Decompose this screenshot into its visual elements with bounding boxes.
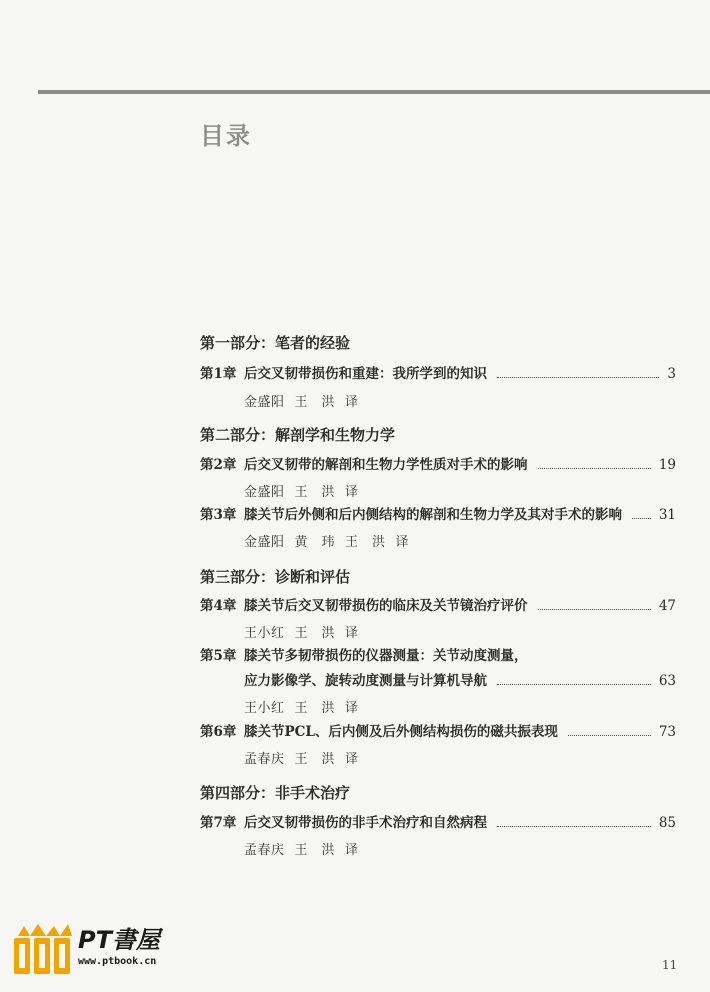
chapter-number: 第4章	[200, 598, 237, 614]
toc-entry-ch6[interactable]	[200, 722, 676, 742]
dot-leader	[497, 377, 659, 378]
dot-leader	[632, 518, 651, 519]
chapter-page: 3	[667, 366, 676, 382]
page-title: 目录	[200, 122, 252, 150]
chapter-number: 第3章	[200, 507, 237, 523]
part-title-1: 第一部分：笔者的经验	[200, 334, 351, 352]
chapter-number: 第7章	[200, 815, 237, 831]
chapter-title: 后交叉韧带损伤的非手术治疗和自然病程	[244, 815, 487, 831]
translators-ch2: 金盛阳 王 洪 译	[244, 485, 359, 500]
toc-entry-ch5[interactable]	[200, 646, 676, 666]
dot-leader	[568, 735, 651, 736]
top-rule	[38, 90, 710, 94]
translators-ch3: 金盛阳 黄 玮 王 洪 译	[244, 535, 410, 550]
chapter-page: 73	[658, 724, 676, 740]
dot-leader	[497, 826, 651, 827]
chapter-page: 47	[658, 598, 676, 614]
toc-entry-ch1[interactable]	[200, 364, 676, 384]
chapter-number: 第1章	[200, 366, 237, 382]
chapter-title: 后交叉韧带损伤和重建：我所学到的知识	[244, 366, 487, 382]
page-number: 11	[662, 958, 678, 972]
chapter-title: 膝关节后交叉韧带损伤的临床及关节镜治疗评价	[244, 598, 528, 614]
part-title-4: 第四部分：非手术治疗	[200, 784, 351, 802]
chapter-page: 19	[658, 457, 676, 473]
translators-ch1: 金盛阳 王 洪 译	[244, 395, 359, 410]
chapter-title: 膝关节PCL、后内侧及后外侧结构损伤的磁共振表现	[244, 724, 558, 740]
toc-entry-ch5-line2[interactable]	[244, 671, 676, 691]
chapter-number: 第2章	[200, 457, 237, 473]
part-title-3: 第三部分：诊断和评估	[200, 568, 351, 586]
chapter-title-continued: 应力影像学、旋转动度测量与计算机导航	[244, 673, 487, 689]
toc-entry-ch7[interactable]	[200, 813, 676, 833]
chapter-page: 63	[658, 673, 676, 689]
toc-entry-ch3[interactable]	[200, 505, 676, 525]
watermark-url: www.ptbook.cn	[78, 956, 157, 967]
dot-leader	[538, 468, 651, 469]
chapter-number: 第5章	[200, 648, 237, 664]
watermark-name: PT書屋	[78, 926, 160, 954]
chapter-number: 第6章	[200, 724, 237, 740]
chapter-title: 膝关节后外侧和后内侧结构的解剖和生物力学及其对手术的影响	[244, 507, 622, 523]
chapter-title: 膝关节多韧带损伤的仪器测量：关节动度测量，	[244, 648, 528, 664]
dot-leader	[538, 609, 651, 610]
translators-ch7: 孟春庆 王 洪 译	[244, 843, 359, 858]
translators-ch5: 王小红 王 洪 译	[244, 701, 359, 716]
part-title-2: 第二部分：解剖学和生物力学	[200, 426, 396, 444]
chapter-page: 31	[658, 507, 676, 523]
translators-ch4: 王小红 王 洪 译	[244, 626, 359, 641]
chapter-page: 85	[658, 815, 676, 831]
toc-entry-ch2[interactable]	[200, 455, 676, 475]
dot-leader	[497, 684, 651, 685]
translators-ch6: 孟春庆 王 洪 译	[244, 752, 359, 767]
chapter-title: 后交叉韧带的解剖和生物力学性质对手术的影响	[244, 457, 528, 473]
toc-entry-ch4[interactable]	[200, 596, 676, 616]
